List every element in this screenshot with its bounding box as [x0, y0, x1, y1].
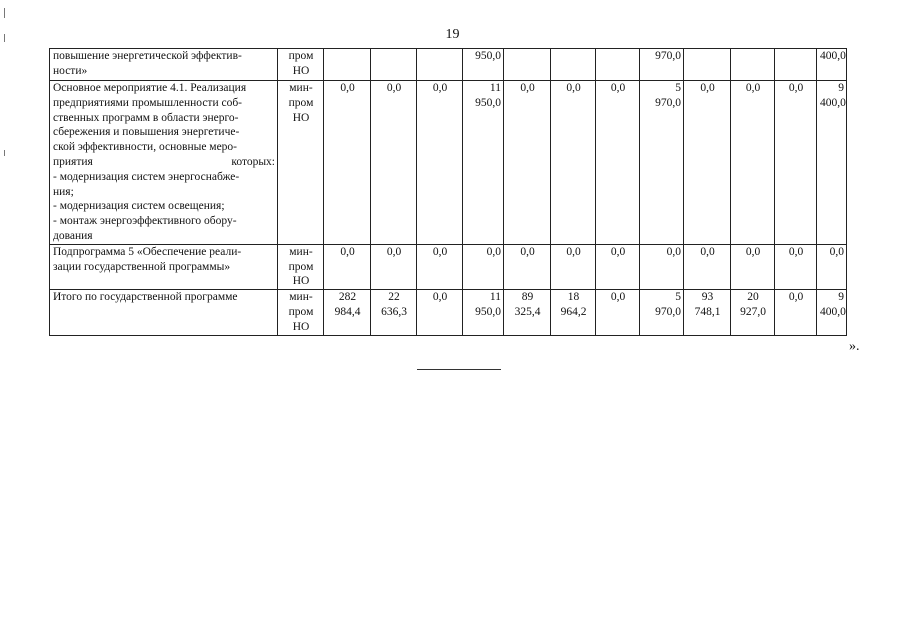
amount-line: 970,0 — [655, 305, 681, 318]
amount-cell — [463, 290, 504, 335]
amount-cell — [684, 244, 731, 289]
executor-line: мин- — [289, 291, 313, 304]
executor-line: НО — [292, 275, 310, 288]
amount-line: 0,0 — [386, 245, 402, 258]
table-row — [50, 244, 847, 289]
amount-line: 950,0 — [475, 305, 501, 318]
amount-line: 0,0 — [432, 82, 448, 94]
executor-cell — [278, 81, 324, 245]
description-line: ственных программ в области энерго- — [53, 111, 239, 124]
amount-line: 20 — [747, 291, 759, 304]
amount-cell — [640, 81, 684, 245]
amount-cell — [551, 49, 596, 81]
amount-line: 0,0 — [788, 245, 804, 258]
amount-cell — [731, 81, 775, 245]
description-line: ности» — [53, 64, 88, 77]
executor-line: мин- — [289, 82, 313, 94]
description-line: зации государственной программы» — [53, 260, 231, 273]
description-line: Подпрограмма 5 «Обеспечение реали- — [53, 245, 242, 258]
description-line: приятия которых: — [53, 155, 275, 168]
table-row — [50, 290, 847, 335]
amount-cell — [596, 49, 640, 81]
amount-line: 0,0 — [566, 245, 581, 258]
amount-line: 748,1 — [694, 305, 721, 318]
margin-mark — [4, 8, 5, 18]
amount-cell — [731, 244, 775, 289]
amount-cell — [640, 49, 684, 81]
amount-line: 0,0 — [788, 82, 804, 94]
amount-line: 0,0 — [432, 245, 448, 258]
amount-cell — [596, 81, 640, 245]
description-line: - модернизация систем энергоснабже- — [53, 170, 240, 183]
amount-cell — [551, 290, 596, 335]
amount-cell — [324, 244, 371, 289]
amount-line: 9 — [838, 291, 844, 304]
amount-cell — [731, 290, 775, 335]
amount-line: 0,0 — [788, 291, 804, 304]
executor-line: пром — [288, 305, 314, 318]
amount-line: 325,4 — [514, 305, 541, 318]
amount-cell — [684, 49, 731, 81]
description-line: Основное мероприятие 4.1. Реализация — [53, 82, 247, 94]
amount-line: 984,4 — [334, 305, 361, 318]
description-line: дования — [53, 229, 93, 242]
table-row — [50, 81, 847, 245]
table-row — [50, 49, 847, 81]
amount-line: 970,0 — [655, 50, 681, 62]
section-divider — [417, 369, 501, 370]
amount-cell — [371, 244, 417, 289]
amount-cell — [817, 290, 847, 335]
amount-line: 0,0 — [386, 82, 402, 94]
executor-line: мин- — [289, 245, 313, 258]
description-line: сбережения и повышения энергетиче- — [53, 126, 240, 139]
description-line: - модернизация систем освещения; — [53, 200, 225, 213]
executor-line: НО — [292, 64, 310, 77]
margin-mark — [4, 34, 5, 42]
description-line: Итого по государственной программе — [53, 291, 238, 304]
executor-line: НО — [292, 320, 310, 333]
amount-cell — [417, 244, 463, 289]
amount-cell — [775, 244, 817, 289]
amount-line: 11 — [489, 291, 501, 304]
amount-line: 970,0 — [655, 96, 681, 109]
table-body — [50, 49, 847, 336]
amount-cell — [324, 81, 371, 245]
amount-line: 0,0 — [745, 82, 761, 94]
amount-cell — [371, 290, 417, 335]
amount-line: 0,0 — [432, 291, 448, 304]
amount-line: 964,2 — [560, 305, 587, 318]
amount-line: 0,0 — [340, 245, 355, 258]
amount-line: 93 — [701, 291, 714, 304]
amount-line: 282 — [338, 291, 357, 304]
amount-cell — [684, 81, 731, 245]
amount-line: 0,0 — [666, 245, 681, 258]
measure-description-cell — [50, 290, 278, 335]
amount-line: 0,0 — [520, 245, 535, 258]
amount-line: 0,0 — [566, 82, 581, 94]
margin-mark — [4, 150, 5, 156]
amount-cell — [417, 81, 463, 245]
amount-cell — [684, 290, 731, 335]
executor-line: пром — [288, 96, 314, 109]
amount-line: 0,0 — [610, 245, 626, 258]
amount-cell — [371, 81, 417, 245]
amount-cell — [463, 244, 504, 289]
closing-quote: ». — [849, 339, 860, 354]
amount-line: 0,0 — [700, 245, 715, 258]
amount-cell — [775, 290, 817, 335]
description-line: ния; — [53, 185, 74, 198]
amount-cell — [504, 244, 551, 289]
amount-cell — [731, 49, 775, 81]
amount-line: 22 — [388, 291, 400, 304]
amount-cell — [463, 81, 504, 245]
amount-line: 9 — [838, 82, 844, 94]
amount-cell — [640, 244, 684, 289]
measure-description-cell — [50, 244, 278, 289]
amount-cell — [504, 81, 551, 245]
measure-description-cell — [50, 81, 278, 245]
description-line: предприятиями промышленности соб- — [53, 96, 243, 109]
amount-line: 18 — [567, 291, 580, 304]
executor-cell — [278, 290, 324, 335]
amount-line: 5 — [675, 82, 681, 94]
amount-line: 5 — [675, 291, 681, 304]
description-line: - монтаж энергоэффективного обору- — [53, 215, 237, 228]
amount-line: 400,0 — [820, 305, 846, 318]
amount-line: 950,0 — [475, 50, 501, 62]
amount-line: 0,0 — [340, 82, 355, 94]
amount-cell — [504, 290, 551, 335]
amount-cell — [504, 49, 551, 81]
amount-line: 11 — [489, 82, 501, 94]
amount-line: 0,0 — [610, 291, 626, 304]
page-number: 19 — [445, 27, 460, 42]
amount-line: 927,0 — [740, 305, 766, 318]
amount-cell — [417, 49, 463, 81]
description-line: ской эффективности, основные меро- — [53, 141, 238, 154]
amount-cell — [596, 290, 640, 335]
amount-cell — [551, 244, 596, 289]
amount-cell — [640, 290, 684, 335]
amount-cell — [775, 81, 817, 245]
amount-line: 0,0 — [700, 82, 715, 94]
amount-cell — [324, 49, 371, 81]
amount-line: 0,0 — [520, 82, 535, 94]
amount-line: 0,0 — [829, 245, 844, 258]
amount-cell — [551, 81, 596, 245]
amount-cell — [417, 290, 463, 335]
amount-cell — [596, 244, 640, 289]
amount-line: 950,0 — [475, 96, 501, 109]
executor-line: пром — [288, 50, 314, 62]
amount-line: 89 — [521, 291, 534, 304]
executor-line: НО — [292, 111, 310, 124]
amount-cell — [817, 81, 847, 245]
amount-cell — [371, 49, 417, 81]
description-line: повышение энергетической эффектив- — [53, 50, 242, 62]
executor-line: пром — [288, 260, 314, 273]
amount-cell — [817, 244, 847, 289]
amount-line: 0,0 — [610, 82, 626, 94]
amount-line: 400,0 — [820, 50, 846, 62]
amount-cell — [817, 49, 847, 81]
amount-line: 0,0 — [745, 245, 761, 258]
amount-cell — [775, 49, 817, 81]
budget-table — [49, 48, 847, 336]
amount-cell — [324, 290, 371, 335]
measure-description-cell — [50, 49, 278, 81]
executor-cell — [278, 49, 324, 81]
amount-line: 0,0 — [486, 245, 501, 258]
amount-line: 636,3 — [381, 305, 407, 318]
amount-cell — [463, 49, 504, 81]
executor-cell — [278, 244, 324, 289]
amount-line: 400,0 — [820, 96, 846, 109]
